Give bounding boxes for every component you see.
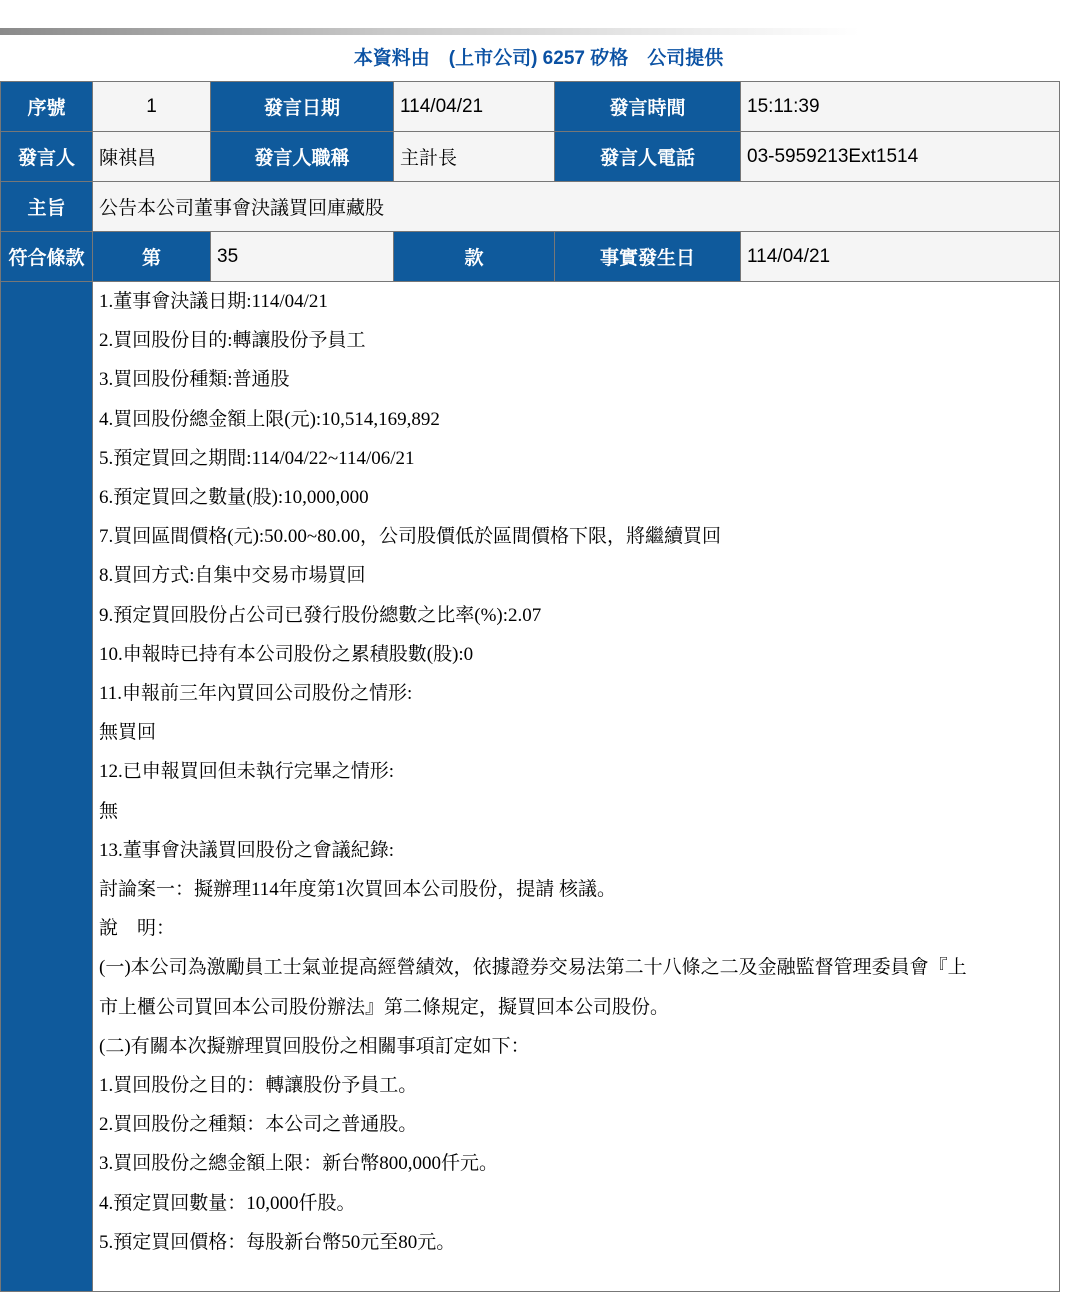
clause-label: 符合條款 (1, 232, 93, 282)
description-line: 12.已申報買回但未執行完畢之情形: (99, 761, 395, 783)
description-line: 10.申報時已持有本公司股份之累積股數(股):0 (99, 643, 474, 665)
row-clause (1, 232, 1060, 282)
speak-date-label: 發言日期 (211, 82, 394, 132)
speaker-title-value: 主計長 (394, 132, 555, 182)
speak-time-value: 15:11:39 (741, 82, 1060, 132)
description-line: 2.買回股份之種類：本公司之普通股。 (99, 1114, 418, 1136)
subject-label: 主旨 (1, 182, 93, 232)
description-line: 6.預定買回之數量(股):10,000,000 (99, 487, 369, 509)
row-subject (1, 182, 1060, 232)
description-line: 11.申報前三年內買回公司股份之情形: (99, 683, 413, 705)
description-line: 2.買回股份目的:轉讓股份予員工 (99, 330, 366, 352)
description-line: 4.買回股份總金額上限(元):10,514,169,892 (99, 408, 440, 430)
source-line: 本資料由 (上市公司) 6257 矽格 公司提供 (353, 48, 724, 69)
description-line: 8.買回方式:自集中交易市場買回 (99, 565, 366, 587)
seq-value: 1 (93, 82, 211, 132)
speaker-phone-label: 發言人電話 (555, 132, 741, 182)
speaker-label: 發言人 (1, 132, 93, 182)
clause-prefix: 第 (93, 232, 211, 282)
description-line: 無買回 (99, 722, 157, 744)
description-line: 13.董事會決議買回股份之會議紀錄: (99, 839, 395, 861)
row-speaker (1, 132, 1060, 182)
clause-number: 35 (211, 232, 394, 282)
description-line: 9.預定買回股份占公司已發行股份總數之比率(%):2.07 (99, 604, 542, 626)
header-gradient-bar (0, 28, 860, 35)
row-description (1, 282, 1060, 1292)
description-line: 4.預定買回數量：10,000仟股。 (99, 1192, 356, 1214)
speak-date-value: 114/04/21 (394, 82, 555, 132)
description-body (93, 282, 1060, 1292)
subject-value: 公告本公司董事會決議買回庫藏股 (93, 182, 1060, 232)
description-label-cell (1, 282, 93, 1292)
description-line: 市上櫃公司買回本公司股份辦法』第二條規定，擬買回本公司股份。 (99, 996, 670, 1018)
description-lines (99, 282, 1053, 1262)
fact-date-value: 114/04/21 (741, 232, 1060, 282)
description-line: (一)本公司為激勵員工士氣並提高經營績效，依據證券交易法第二十八條之二及金融監督管理委員會『上 (99, 957, 967, 979)
speaker-title-label: 發言人職稱 (211, 132, 394, 182)
speaker-value: 陳祺昌 (93, 132, 211, 182)
description-line: 討論案一：擬辦理114年度第1次買回本公司股份，提請 核議。 (99, 879, 617, 901)
description-line: 3.買回股份之總金額上限：新台幣800,000仟元。 (99, 1153, 499, 1175)
description-line: 1.董事會決議日期:114/04/21 (99, 291, 328, 312)
description-line: 5.預定買回價格：每股新台幣50元至80元。 (99, 1231, 456, 1253)
announcement-table (0, 81, 1060, 1292)
description-line: (二)有關本次擬辦理買回股份之相關事項訂定如下： (99, 1035, 530, 1057)
description-line: 5.預定買回之期間:114/04/22~114/06/21 (99, 447, 415, 469)
row-seq (1, 82, 1060, 132)
fact-date-label: 事實發生日 (555, 232, 741, 282)
description-line: 1.買回股份之目的：轉讓股份予員工。 (99, 1075, 418, 1097)
description-line: 無 (99, 800, 119, 822)
description-line: 7.買回區間價格(元):50.00~80.00，公司股價低於區間價格下限，將繼續買回 (99, 526, 721, 548)
speaker-phone-value: 03-5959213Ext1514 (741, 132, 1060, 182)
description-line: 說 明： (99, 918, 176, 940)
clause-suffix: 款 (394, 232, 555, 282)
speak-time-label: 發言時間 (555, 82, 741, 132)
description-line: 3.買回股份種類:普通股 (99, 369, 290, 391)
seq-label: 序號 (1, 82, 93, 132)
